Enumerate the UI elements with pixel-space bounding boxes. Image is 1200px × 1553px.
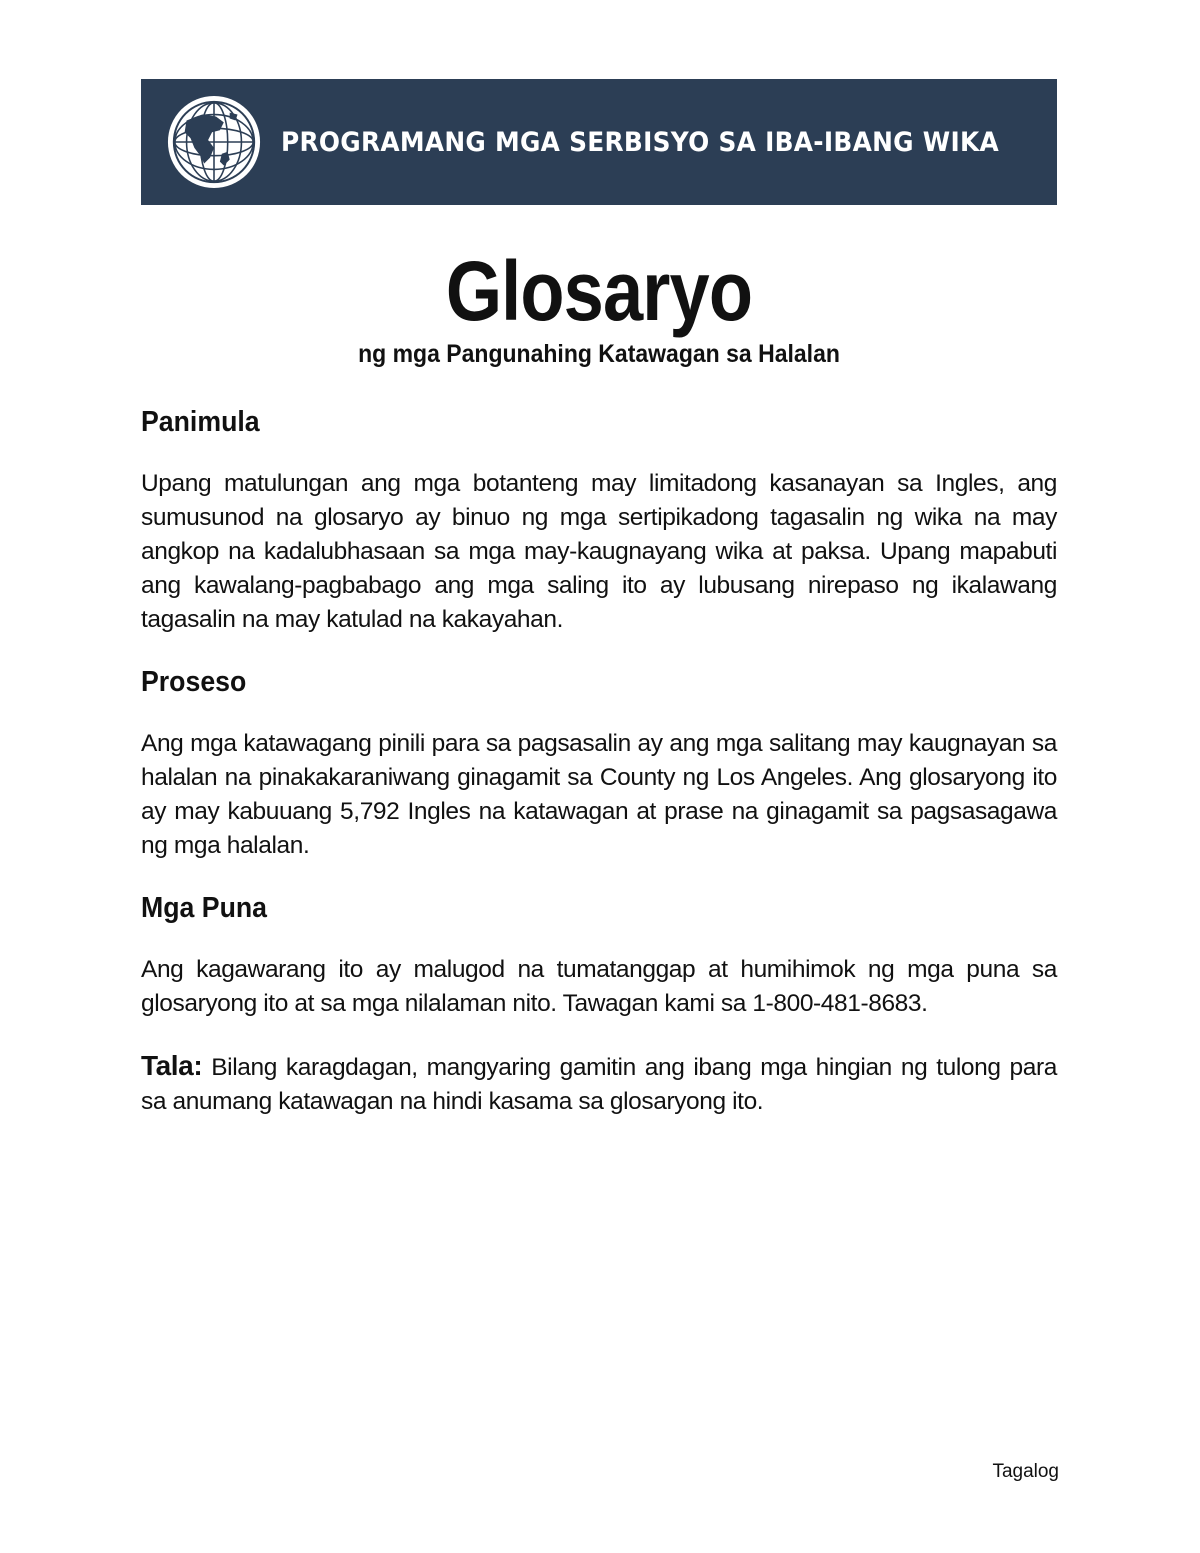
note-text: Bilang karagdagan, mangyaring gamitin ang ibang mga hingian ng tulong para sa anumang katawagan na hindi kasama sa glosaryong ito. [141,1054,1057,1115]
section-body-intro: Upang matulungan ang mga botanteng may limitadong kasanayan sa Ingles, ang sumusunod na glosaryo ay binuo ng mga sertipikadong tagasalin ng wika na may angkop na kadalubhasaan sa mga may-kaugnayang wika at paksa. Upang mapabuti ang kawalang-pagbabago ang mga saling ito ay lubusang nirepaso ng ikalawang tagasalin na may katulad na kakayahan. [141,470,1057,633]
footer-language: Tagalog [992,1461,1059,1482]
section-body-feedback: Ang kagawarang ito ay malugod na tumatanggap at humihimok ng mga puna sa glosaryong ito at sa mga nilalaman nito. Tawagan kami sa 1-800-481-8683. [141,956,1057,1017]
note-paragraph [141,1049,1057,1119]
globe-icon [165,93,263,191]
program-banner [141,79,1057,205]
page-subtitle: ng mga Pangunahing Katawagan sa Halalan [358,340,840,368]
section-heading-feedback: Mga Puna [141,892,268,924]
section-heading-process: Proseso [141,666,247,698]
section-body-process: Ang mga katawagang pinili para sa pagsasalin ay ang mga salitang may kaugnayan sa halalan na pinakakaraniwang ginagamit sa County ng Los Angeles. Ang glosaryong ito ay may kabuuang 5,792 Ingles na katawagan at prase na ginagamit sa pagsasagawa ng mga halalan. [141,730,1057,859]
page-title: Glosaryo [445,244,753,338]
program-name: PROGRAMANG MGA SERBISYO SA IBA-IBANG WIKA [281,126,999,158]
section-heading-intro: Panimula [141,406,260,438]
document-page [141,79,1057,1119]
note-label: Tala: [141,1050,203,1081]
